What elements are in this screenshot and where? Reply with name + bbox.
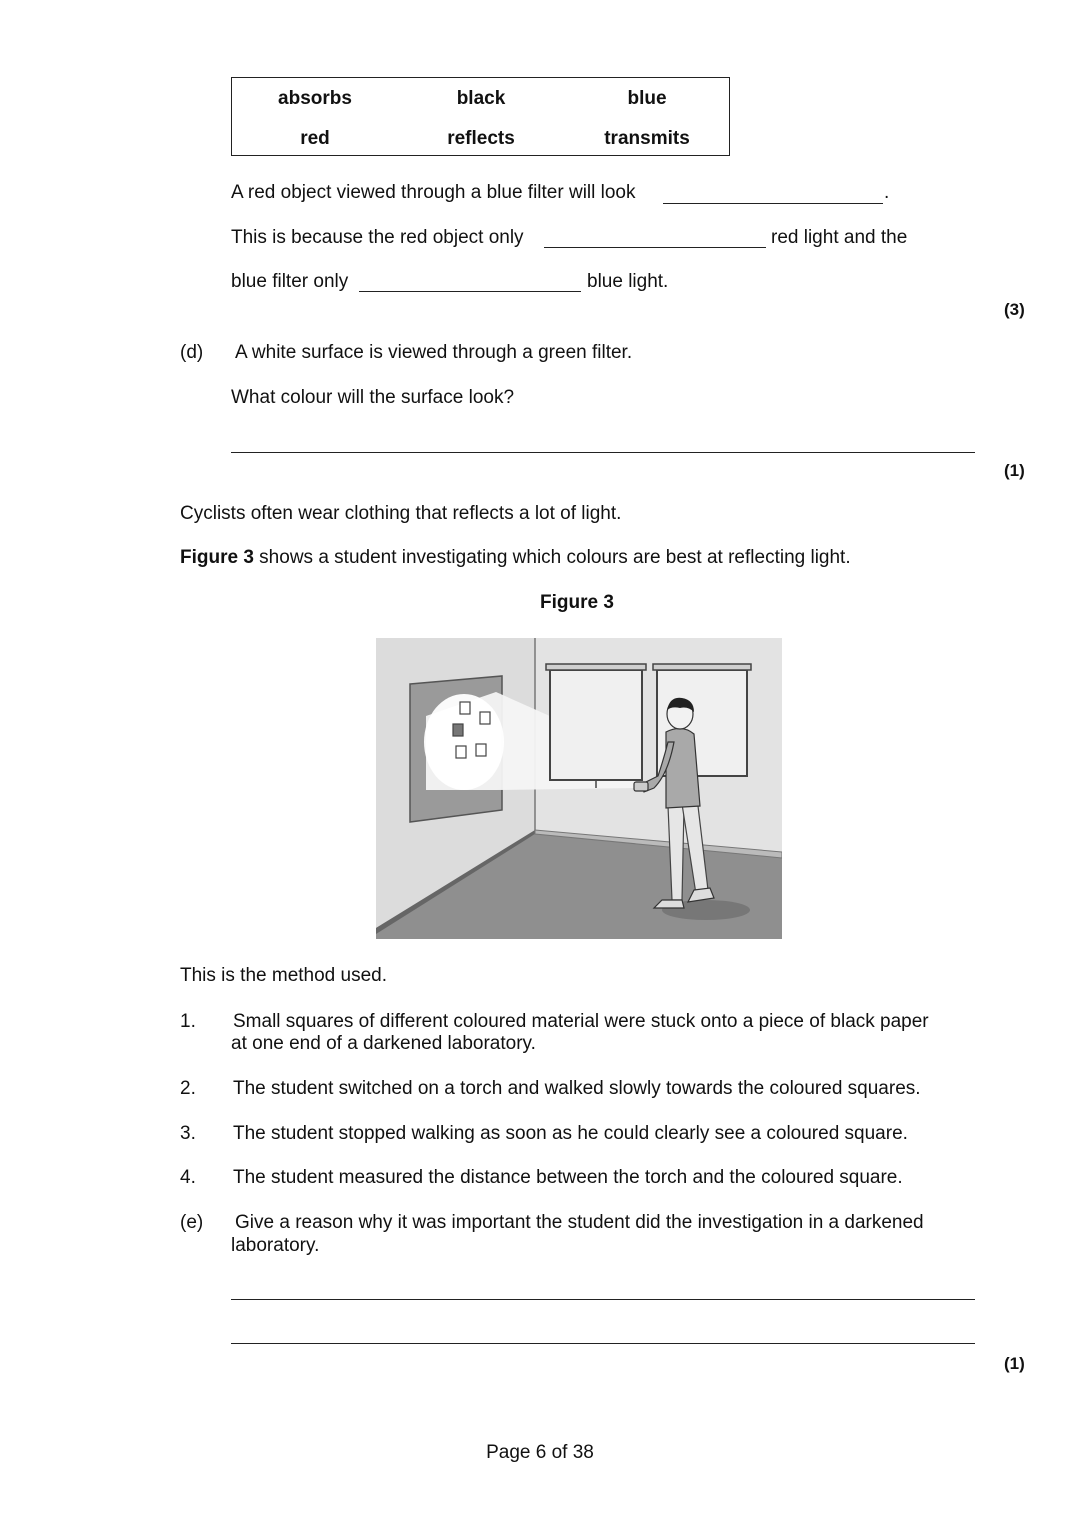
part-d-marks: (1) [1004, 461, 1025, 480]
part-e-text-b: laboratory. [231, 1235, 320, 1256]
coloured-square-1 [460, 702, 470, 714]
answer-line-e1[interactable] [231, 1299, 975, 1300]
page-number: Page 6 of 38 [486, 1442, 594, 1463]
coloured-square-5 [476, 744, 486, 756]
method-intro: This is the method used. [180, 965, 387, 986]
step-1-text-a: Small squares of different coloured material were stuck onto a piece of black paper [233, 1011, 929, 1032]
part-c-line3: blue filter only [231, 271, 349, 292]
step-4-number: 4. [180, 1167, 196, 1188]
part-c-line2-after: red light and the [771, 227, 908, 248]
answer-blank-c1[interactable] [663, 203, 883, 204]
figure-3-illustration [376, 638, 782, 939]
part-e-text-a: Give a reason why it was important the student did the investigation in a darkened [235, 1212, 924, 1233]
part-e-marks: (1) [1004, 1354, 1025, 1373]
coloured-square-3 [453, 724, 463, 736]
step-1-number: 1. [180, 1011, 196, 1032]
step-1-text-b: at one end of a darkened laboratory. [231, 1033, 536, 1054]
answer-line-d[interactable] [231, 452, 975, 453]
step-2-text: The student switched on a torch and walked slowly towards the coloured squares. [233, 1078, 921, 1099]
word-reflects: reflects [447, 128, 515, 149]
part-e-label: (e) [180, 1212, 204, 1233]
word-red: red [300, 128, 330, 149]
step-4-text: The student measured the distance between the torch and the coloured square. [233, 1167, 903, 1188]
torch-icon [634, 782, 648, 791]
part-d-question: What colour will the surface look? [231, 387, 515, 408]
coloured-square-4 [456, 746, 466, 758]
part-d-text: A white surface is viewed through a green filter. [235, 342, 633, 363]
figure-title: Figure 3 [540, 592, 614, 613]
intro-line1: Cyclists often wear clothing that reflects a lot of light. [180, 503, 622, 524]
word-transmits: transmits [604, 128, 690, 149]
part-c-line1-end: . [884, 182, 890, 203]
figure-reference: Figure 3 [180, 547, 254, 568]
window-1 [550, 670, 642, 780]
word-absorbs: absorbs [278, 88, 352, 109]
part-d-label: (d) [180, 342, 204, 363]
answer-blank-c2[interactable] [544, 247, 766, 248]
step-3-number: 3. [180, 1123, 196, 1144]
step-2-number: 2. [180, 1078, 196, 1099]
part-c-line2: This is because the red object only [231, 227, 524, 248]
word-blue: blue [627, 88, 667, 109]
student-torso [666, 728, 700, 808]
word-black: black [456, 88, 506, 109]
part-c-marks: (3) [1004, 300, 1025, 319]
answer-blank-c3[interactable] [359, 291, 581, 292]
word-box [231, 77, 730, 156]
window-2-blind-roller [653, 664, 751, 670]
part-c-line1: A red object viewed through a blue filter will look [231, 182, 636, 203]
part-c-line3-after: blue light. [587, 271, 669, 292]
step-3-text: The student stopped walking as soon as he could clearly see a coloured square. [233, 1123, 908, 1144]
coloured-square-2 [480, 712, 490, 724]
intro-line2-rest: shows a student investigating which colours are best at reflecting light. [253, 547, 851, 568]
intro-line2 [180, 547, 851, 569]
window-1-blind-roller [546, 664, 646, 670]
answer-line-e2[interactable] [231, 1343, 975, 1344]
